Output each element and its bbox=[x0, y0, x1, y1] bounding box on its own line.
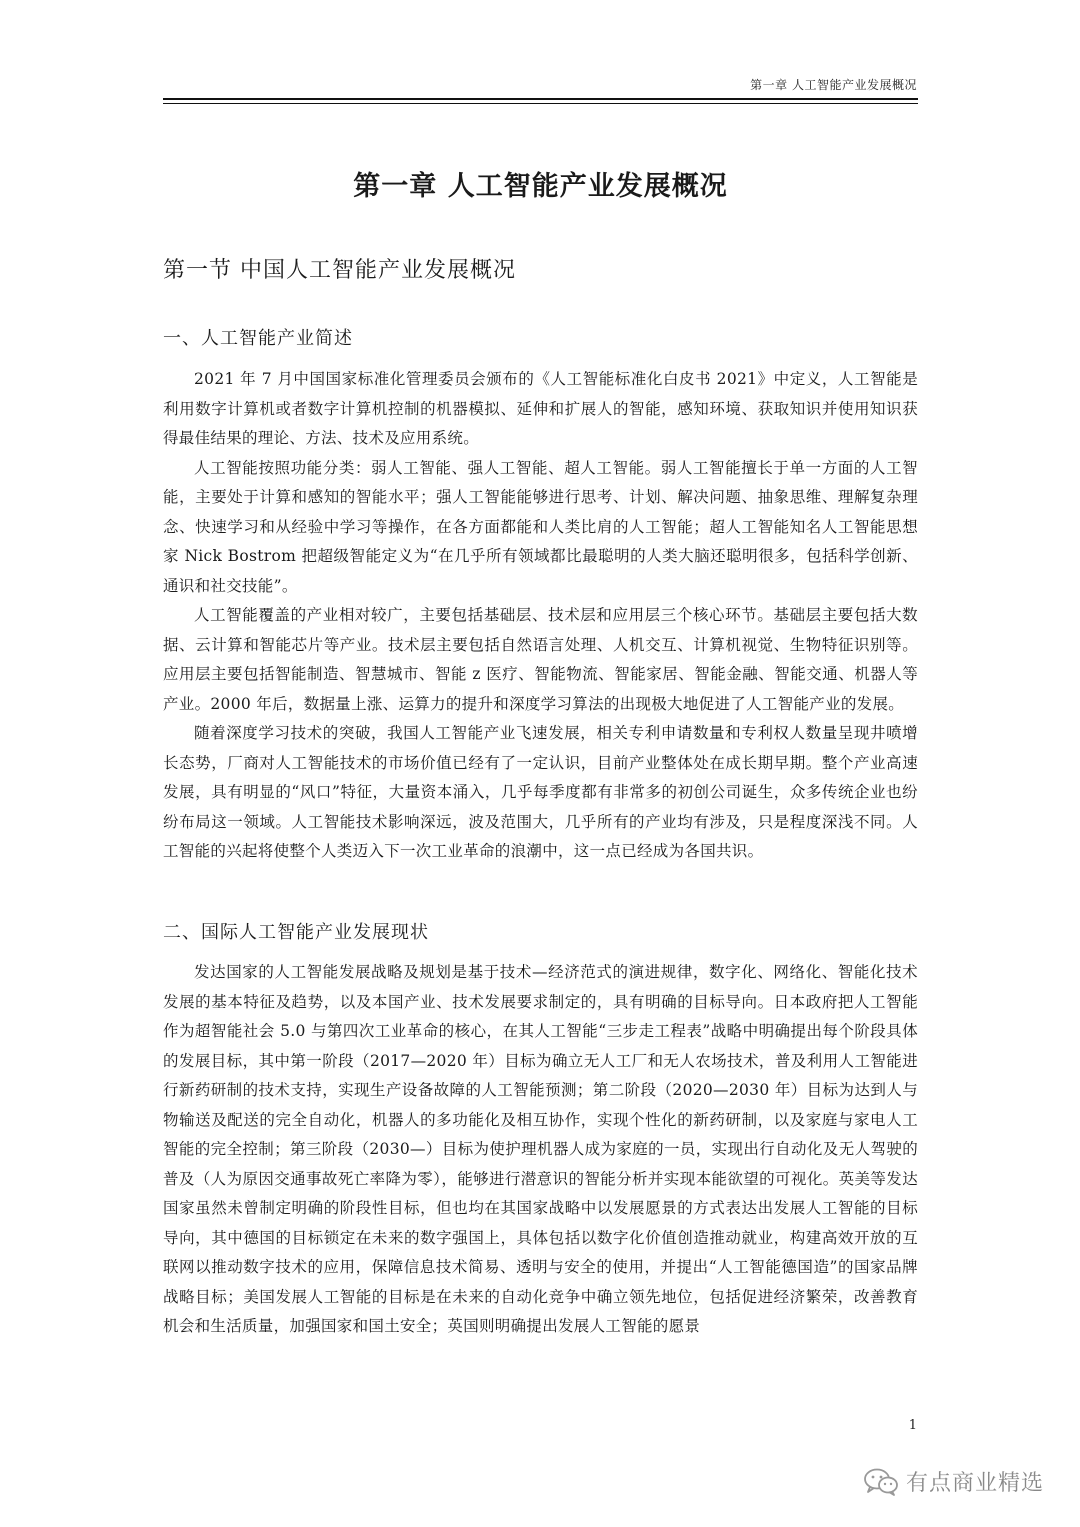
watermark-text: 有点商业精选 bbox=[905, 1471, 1044, 1496]
page-number: 1 bbox=[908, 1418, 917, 1433]
header-rule-thick bbox=[163, 98, 918, 100]
wechat-icon bbox=[864, 1468, 898, 1496]
header-rule-thin bbox=[163, 103, 918, 104]
subsection-body-overview bbox=[163, 365, 918, 867]
paragraph: 人工智能覆盖的产业相对较广，主要包括基础层、技术层和应用层三个核心环节。基础层主要包括大数据、云计算和智能芯片等产业。技术层主要包括自然语言处理、人机交互、计算机视觉、生物特征识别等。应用层主要包括智能制造、智慧城市、智能 z 医疗、智能物流、智能家居、智能金融、智能交通、机器人等产业。2000 年后，数据量上涨、运算力的提升和深度学习算法的出现极大地促进了人工智能产业的发展。 bbox=[163, 606, 918, 713]
chapter-title: 第一章 人工智能产业发展概况 bbox=[353, 171, 728, 202]
subsection-body-international bbox=[163, 958, 918, 1342]
paragraph: 发达国家的人工智能发展战略及规划是基于技术—经济范式的演进规律，数字化、网络化、智能化技术发展的基本特征及趋势，以及本国产业、技术发展要求制定的，具有明确的目标导向。日本政府把人工智能作为超智能社会 5.0 与第四次工业革命的核心，在其人工智能“三步走工程表”战略中明确提出每个阶段具体的发展目标，其中第一阶段（2017—2020 年）目标为确立无人工厂和无人农场技术，普及利用人工智能进行新药研制的技术支持，实现生产设备故障的人工智能预测；第二阶段（2020—2030 年）目标为达到人与物输送及配送的完全自动化，机器人的多功能化及相互协作，实现个性化的新药研制，以及家庭与家电人工智能的完全控制；第三阶段（2030—）目标为使护理机器人成为家庭的一员，实现出行自动化及无人驾驶的普及（人为原因交通事故死亡率降为零），能够进行潜意识的智能分析并实现本能欲望的可视化。英美等发达国家虽然未曾制定明确的阶段性目标，但也均在其国家战略中以发展愿景的方式表达出发展人工智能的目标导向，其中德国的目标锁定在未来的数字强国上，具体包括以数字化价值创造推动就业，构建高效开放的互联网以推动数字技术的应用，保障信息技术简易、透明与安全的使用，并提出“人工智能德国造”的国家品牌战略目标；美国发展人工智能的目标是在未来的自动化竞争中确立领先地位，包括促进经济繁荣，改善教育机会和生活质量，加强国家和国土安全；英国则明确提出发展人工智能的愿景 bbox=[163, 963, 918, 1335]
paragraph: 随着深度学习技术的突破，我国人工智能产业飞速发展，相关专利申请数量和专利权人数量呈现井喷增长态势，厂商对人工智能技术的市场价值已经有了一定认识，目前产业整体处在成长期早期。整个产业高速发展，具有明显的“风口”特征，大量资本涌入，几乎每季度都有非常多的初创公司诞生，众多传统企业也纷纷布局这一领域。人工智能技术影响深远，波及范围大，几乎所有的产业均有涉及，只是程度深浅不同。人工智能的兴起将使整个人类迈入下一次工业革命的浪潮中，这一点已经成为各国共识。 bbox=[163, 724, 918, 860]
subsection-title-international: 二、国际人工智能产业发展现状 bbox=[163, 922, 429, 943]
watermark bbox=[864, 1466, 1044, 1497]
paragraph: 人工智能按照功能分类：弱人工智能、强人工智能、超人工智能。弱人工智能擅长于单一方面的人工智能，主要处于计算和感知的智能水平；强人工智能能够进行思考、计划、解决问题、抽象思维、理解复杂理念、快速学习和从经验中学习等操作，在各方面都能和人类比肩的人工智能；超人工智能知名人工智能思想家 Nick Bostrom 把超级智能定义为“在几乎所有领域都比最聪明的人类大脑还聪明很多，包括科学创新、通识和社交技能”。 bbox=[163, 458, 918, 595]
paragraph: 2021 年 7 月中国国家标准化管理委员会颁布的《人工智能标准化白皮书 2021》中定义，人工智能是利用数字计算机或者数字计算机控制的机器模拟、延伸和扩展人的智能，感知环境、获取知识并使用知识获得最佳结果的理论、方法、技术及应用系统。 bbox=[163, 370, 918, 447]
running-header: 第一章 人工智能产业发展概况 bbox=[750, 78, 917, 92]
section-title: 第一节 中国人工智能产业发展概况 bbox=[163, 258, 516, 283]
subsection-title-overview: 一、人工智能产业简述 bbox=[163, 328, 353, 349]
